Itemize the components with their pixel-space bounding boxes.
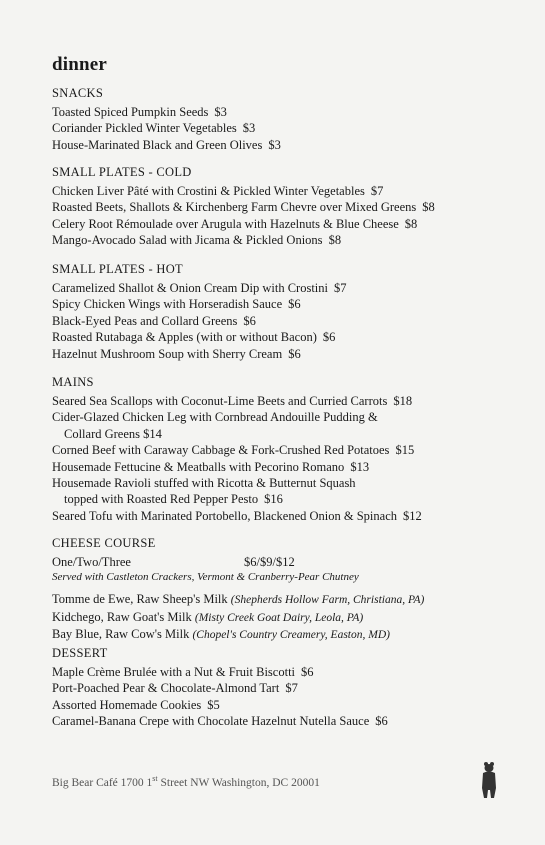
section-heading: SMALL PLATES - COLD xyxy=(52,165,192,179)
section-small-plates-hot xyxy=(52,261,532,362)
section-mains xyxy=(52,374,532,524)
menu-item: Seared Sea Scallops with Coconut-Lime Beets and Curried Carrots $18 xyxy=(52,394,413,408)
section-heading: SNACKS xyxy=(52,86,104,100)
menu-item: Housemade Fettucine & Meatballs with Pecorino Romano $13 xyxy=(52,459,370,474)
section-small-plates-cold xyxy=(52,164,532,249)
menu-item: Bay Blue, Raw Cow's Milk (Chopel's Country Creamery, Easton, MD) xyxy=(52,627,390,642)
menu-item: Roasted Rutabaga & Apples (with or without Bacon) $6 xyxy=(52,330,336,345)
section-heading: DESSERT xyxy=(52,646,108,660)
section-snacks xyxy=(52,85,532,153)
menu-item: Black-Eyed Peas and Collard Greens $6 xyxy=(52,313,256,328)
menu-item: Tomme de Ewe, Raw Sheep's Milk (Shepherds Hollow Farm, Christiana, PA) xyxy=(52,592,425,607)
section-dessert xyxy=(52,645,532,730)
page-title: dinner xyxy=(52,54,108,75)
menu-item: Corned Beef with Caraway Cabbage & Fork-Crushed Red Potatoes $15 xyxy=(52,443,415,458)
menu-item: Caramel-Banana Crepe with Chocolate Hazelnut Nutella Sauce $6 xyxy=(52,714,388,729)
menu-item: Cider-Glazed Chicken Leg with Cornbread Andouille Pudding & xyxy=(52,410,378,425)
menu-item: Celery Root Rémoulade over Arugula with Hazelnuts & Blue Cheese $8 xyxy=(52,216,418,231)
bear-logo-icon xyxy=(480,760,498,800)
menu-item-continuation: Collard Greens $14 xyxy=(64,426,162,441)
cheese-served-note: Served with Castleton Crackers, Vermont & Cranberry-Pear Chutney xyxy=(52,571,359,584)
menu-item: Hazelnut Mushroom Soup with Sherry Cream $6 xyxy=(52,346,301,361)
menu-item: Mango-Avocado Salad with Jicama & Pickled Onions $8 xyxy=(52,233,342,248)
menu-item: Kidchego, Raw Goat's Milk (Misty Creek Goat Dairy, Leola, PA) xyxy=(52,609,364,624)
cheese-options: One/Two/Three $6/$9/$12 xyxy=(52,555,295,569)
menu-item: Assorted Homemade Cookies $5 xyxy=(52,697,220,712)
menu-item: Seared Tofu with Marinated Portobello, Blackened Onion & Spinach $12 xyxy=(52,508,422,523)
menu-item: Chicken Liver Pâté with Crostini & Pickled Winter Vegetables $7 xyxy=(52,184,384,198)
menu-item: Housemade Ravioli stuffed with Ricotta & Butternut Squash xyxy=(52,476,356,491)
section-heading: SMALL PLATES - HOT xyxy=(52,262,183,276)
menu-item: Port-Poached Pear & Chocolate-Almond Tart $7 xyxy=(52,681,298,696)
menu-item-continuation: topped with Roasted Red Pepper Pesto $16 xyxy=(64,492,283,507)
footer-address: Big Bear Café 1700 1st Street NW Washington, DC 20001 xyxy=(52,774,320,789)
menu-item: Coriander Pickled Winter Vegetables $3 xyxy=(52,121,256,136)
menu-item: House-Marinated Black and Green Olives $3 xyxy=(52,137,281,152)
menu-item: Caramelized Shallot & Onion Cream Dip with Crostini $7 xyxy=(52,281,347,295)
menu-item: Spicy Chicken Wings with Horseradish Sauce $6 xyxy=(52,297,301,312)
section-heading: CHEESE COURSE xyxy=(52,536,156,550)
menu-item: Toasted Spiced Pumpkin Seeds $3 xyxy=(52,105,227,119)
menu-item: Roasted Beets, Shallots & Kirchenberg Farm Chevre over Mixed Greens $8 xyxy=(52,200,435,215)
section-cheese-course xyxy=(52,535,532,644)
section-heading: MAINS xyxy=(52,375,94,389)
menu-item: Maple Crème Brulée with a Nut & Fruit Biscotti $6 xyxy=(52,665,314,679)
